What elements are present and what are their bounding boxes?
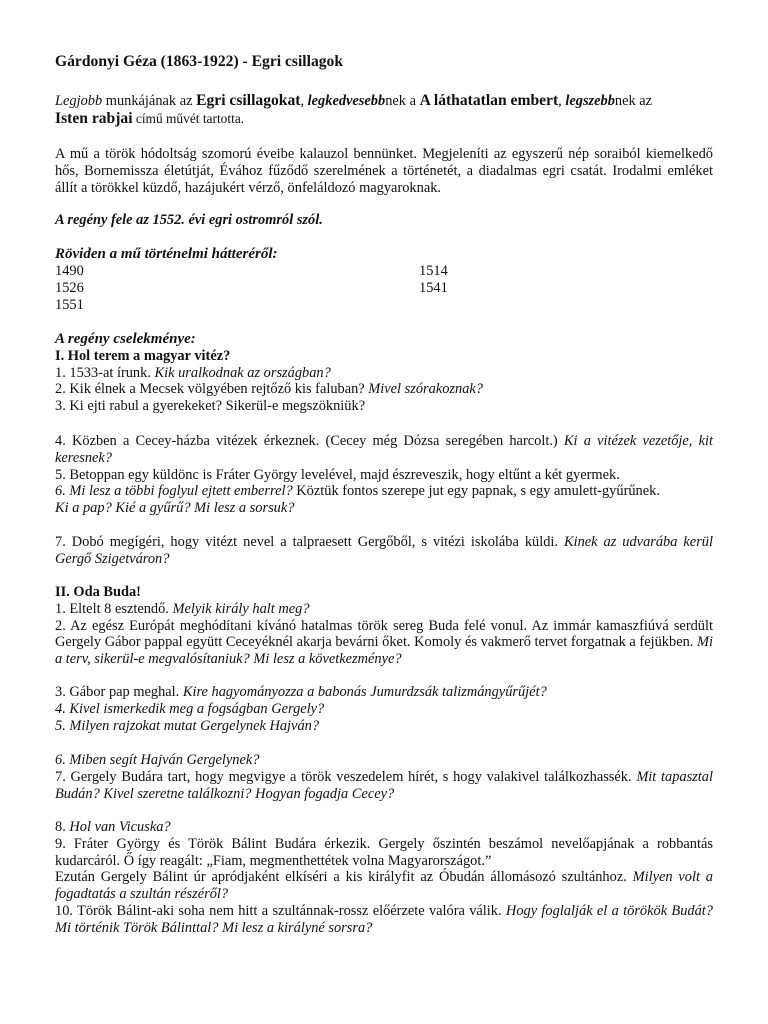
intro-isten-rabjai: Isten rabjai [55,110,133,127]
intro-egri-csillagok: Egri csillagokat [196,92,301,109]
plot-section [55,331,713,415]
part1-heading: I. Hol terem a magyar vitéz? [55,347,231,364]
history-heading: Röviden a mű történelmi hátteréről: [55,246,278,262]
year-left-3: 1551 [55,297,84,313]
part2-item-8: 8. Hol van Vicuska? [55,819,171,835]
intro-word-legszebb: legszebb [565,93,615,109]
document-title: Gárdonyi Géza (1863-1922) - Egri csillagok [55,53,344,70]
part2-section [55,584,713,668]
part2-items-6-7 [55,752,713,802]
part2-items-8-10 [55,819,713,937]
part2-item-2: 2. Az egész Európát meghódítani kívánó hatalmas török sereg Buda felé vonul. Az immár kamaszfiúvá serdült Gergely Gábor pappal együtt Ceceyéknél akarja bevárni őket. Komoly és vakmerő tervet forgatnak a fejükben. Mi a terv, sikerül-e megvalósítaniuk? Mi lesz a következménye? [55,617,713,668]
part2-item-9: 9. Fráter György és Török Bálint Budára érkezik. Gergely őszintén beszámol nevelőapjának a robbantás kudarcáról. Ő így reagált: „Fiam, megmenthettétek volna Magyarországot.” [55,835,713,869]
year-left-1: 1490 [55,263,84,279]
part2-items-3-5 [55,684,713,734]
summary-paragraph: A mű a török hódoltság szomorú éveibe kalauzol bennünket. Megjeleníti az egyszerű nép soraiból kiemelkedő hős, Bornemissza életútját, Évához fűződő szerelmének a történetét, a diadalmas egri csatát. Irodalmi emléket állít a törökkel küzdő, hazájukért vérző, önfeláldozó magyaroknak. [55,146,713,196]
year-right-2: 1541 [419,280,448,296]
part1-item-4: 4. Közben a Cecey-házba vitézek érkeznek. (Cecey még Dózsa seregében harcolt.) Ki a vitézek vezetője, kit keresnek? [55,433,713,466]
part1-item-1: 1. 1533-at írunk. Kik uralkodnak az országban? [55,364,331,381]
history-years [55,263,713,315]
part1-item-2: 2. Kik élnek a Mecsek völgyében rejtőző kis faluban? Mivel szórakoznak? [55,381,484,398]
part2-item-6: 6. Miben segít Hajván Gergelynek? [55,752,260,768]
part2-item-3: 3. Gábor pap meghal. Kire hagyományozza a babonás Jumurdzsák talizmángyűrűjét? [55,684,547,700]
part1-item-7: 7. Dobó megígéri, hogy vitézt nevel a talpraesett Gergőből, s vitézi iskolába küldi. Kinek az udvarába kerül Gergő Szigetváron? [55,534,713,567]
part2-item-10: 10. Török Bálint-aki soha nem hitt a szultánnak-rossz előérzete valóra válik. Hogy foglalják el a törökök Budát? Mi történik Török Bálinttal? Mi lesz a királyné sorsra? [55,902,713,936]
part1-item-5: 5. Betoppan egy küldönc is Fráter György levelével, majd észreveszik, hogy eltűnt a két gyermek. [55,466,620,483]
part2-item-5: 5. Milyen rajzokat mutat Gergelynek Hajván? [55,717,320,734]
part2-heading: II. Oda Buda! [55,584,141,600]
intro-word-legjobb: Legjobb [55,93,103,109]
intro-lathatatlan-ember: A láthatatlan embert [419,92,559,109]
part2-item-9-continued: Ezután Gergely Bálint úr apródjaként elkíséri a kis királyfit az Óbudán állomásozó szultánhoz. Milyen volt a fogadtatás a szultán részéről? [55,869,713,903]
part2-item-7: 7. Gergely Budára tart, hogy megvigye a török veszedelem hírét, s hogy valakivel találkozhassék. Mit tapasztal Budán? Kivel szeretne találkozni? Hogyan fogadja Cecey? [55,768,713,802]
part2-item-1: 1. Eltelt 8 esztendő. Melyik király halt meg? [55,600,310,617]
year-right-1: 1514 [419,263,448,279]
plot-heading: A regény cselekménye: [55,331,196,347]
part1-item-6: 6. Mi lesz a többi foglyul ejtett emberrel? Köztük fontos szerepe jut egy papnak, s egy amulett-gyűrűnek. Ki a pap? Kié a gyűrű? Mi lesz a sorsuk? [55,483,660,517]
part2-item-4: 4. Kivel ismerkedik meg a fogságban Gergely? [55,700,325,717]
intro-paragraph: Legjobb munkájának az Egri csillagokat, legkedvesebbnek a A láthatatlan embert, legszebbnek az Isten rabjai című művét tartotta. [55,92,653,127]
siege-note: A regény fele az 1552. évi egri ostromról szól. [55,212,323,228]
part1-continued [55,433,713,517]
intro-word-legkedvesebb: legkedvesebb [307,93,386,109]
part1-item-3: 3. Ki ejti rabul a gyerekeket? Sikerül-e megszökniük? [55,398,366,415]
year-left-2: 1526 [55,280,84,296]
